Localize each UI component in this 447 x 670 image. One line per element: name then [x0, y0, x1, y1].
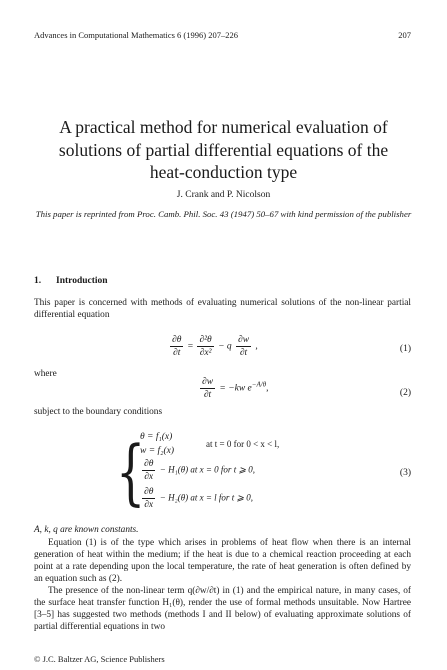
bc-row-2: w = f₂(x): [140, 446, 174, 456]
equation-1-label: (1): [399, 344, 411, 354]
section-title: Introduction: [56, 276, 108, 286]
left-brace: {: [116, 429, 146, 514]
bc-row-4: $\frac{\partial\theta}{\partial x}$ − H₂(θ) at x = l for t ⩾ 0,: [144, 487, 253, 510]
where-text: where: [34, 369, 57, 379]
equation-1: $\frac{\partial\theta}{\partial t}$ = $\frac{\text{∂²θ}}{\text{∂x²}}$ − q $\frac{\partial w}{\partial t}$ ,: [172, 335, 258, 358]
reprint-note: This paper is reprinted from Proc. Camb. Phil. Soc. 43 (1947) 50–67 with kind permission of the publisher: [35, 209, 412, 219]
subject-text: subject to the boundary conditions: [34, 407, 163, 417]
eq1-lhs-fraction: $\frac{\partial\theta}{\partial t}$: [172, 335, 182, 358]
bc3-fraction: $\frac{\partial\theta}{\partial x}$: [144, 459, 154, 482]
eq1-second-derivative: $\frac{\text{∂²θ}}{\text{∂x²}}$: [199, 335, 212, 358]
bc4-fraction: $\frac{\partial\theta}{\partial x}$: [144, 487, 154, 510]
eq1-rhs-fraction: $\frac{\partial w}{\partial t}$: [238, 335, 250, 358]
intro-paragraph-3: The presence of the non-linear term q(∂w/∂t) in (1) and the empirical nature, in many cases, of the surface heat transfer function H₁(θ), render the use of formal methods unsuitable. Now Hartree [3–5] has suggested two methods (methods I and II below) of evaluating approximate solutions of partial differential equations in two: [34, 586, 411, 632]
equation-2: $\frac{\partial w}{\partial t}$ = −kw $e^{-A/\theta}$,: [202, 377, 269, 400]
bc-row-1: θ = f₁(x): [140, 432, 173, 442]
journal-citation: Advances in Computational Mathematics 6 (1996) 207–226: [34, 30, 238, 40]
constants-text: A, k, q are known constants.: [34, 525, 139, 535]
intro-paragraph-1: This paper is concerned with methods of evaluating numerical solutions of the non-linear partial differential equation: [34, 298, 411, 320]
eq2-lhs-fraction: $\frac{\partial w}{\partial t}$: [202, 377, 214, 400]
article-title: A practical method for numerical evaluation of solutions of partial differential equations of the heat-conduction type: [58, 117, 389, 182]
equation-2-label: (2): [399, 388, 411, 398]
article-authors: J. Crank and P. Nicolson: [176, 190, 271, 200]
equation-3-label: (3): [399, 468, 411, 478]
section-number: 1.: [34, 276, 42, 286]
section-heading: [34, 276, 108, 286]
copyright-footer: © J.C. Baltzer AG, Science Publishers: [34, 654, 165, 664]
intro-paragraph-2: Equation (1) is of the type which arises in problems of heat flow when there is an internal generation of heat within the medium; if the heat is due to a chemical reaction proceeding at each point at a rate depending upon the local temperature, the rate of heat generation is often defined by an equation such as (2).: [34, 538, 411, 584]
page-number: 207: [398, 30, 411, 40]
bc-row-12-condition: at t = 0 for 0 < x < l,: [206, 439, 280, 449]
running-header: [34, 30, 411, 40]
bc-row-3: $\frac{\partial\theta}{\partial x}$ − H₁(θ) at x = 0 for t ⩾ 0,: [144, 459, 255, 482]
